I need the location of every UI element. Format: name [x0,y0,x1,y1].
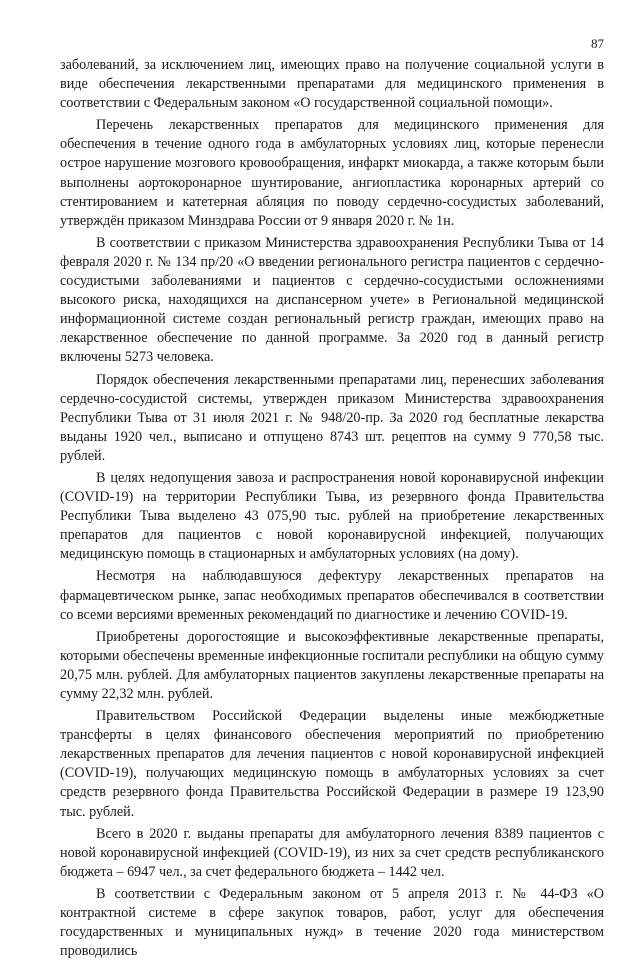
paragraph-9: Всего в 2020 г. выданы препараты для амбулаторного лечения 8389 пациентов с новой коронавирусной инфекцией (COVID-19), из них за счет средств республиканского бюджета – 6947 чел., за счет федерального бюджета – 1442 чел. [60,825,604,880]
paragraph-1: заболеваний, за исключением лиц, имеющих право на получение социальной услуги в виде обеспечения лекарственными препаратами для медицинского применения в соответствии с Федеральным законом «О государственной социальной помощи». [60,57,604,112]
paragraph-2: Перечень лекарственных препаратов для медицинского применения для обеспечения в течение одного года в амбулаторных условиях лиц, которые перенесли острое нарушение мозгового кровообращения, инфаркт миокарда, а также которым были выполнены аортокоронарное шунтирование, ангиопластика коронарных артерий со стентированием и катетерная абляция по поводу сердечно-сосудистых заболеваний, утверждён приказом Минздрава России от 9 января 2020 г. № 1н. [60,117,604,229]
paragraph-8: Правительством Российской Федерации выделены иные межбюджетные трансферты в целях финансового обеспечения мероприятий по приобретению лекарственных препаратов для лечения пациентов с новой коронавирусной инфекцией (COVID-19), получающих медицинскую помощь в амбулаторных условиях за счет средств резервного фонда Правительства Российской Федерации в размере 19 123,90 тыс. рублей. [60,708,604,820]
paragraph-6: Несмотря на наблюдавшуюся дефектуру лекарственных препаратов на фармацевтическом рынке, запас необходимых препаратов обеспечивался в соответствии со всеми версиями временных рекомендаций по диагностике и лечению COVID-19. [60,568,604,623]
paragraph-10: В соответствии с Федеральным законом от 5 апреля 2013 г. № 44-ФЗ «О контрактной системе в сфере закупок товаров, работ, услуг для обеспечения государственных и муниципальных нужд» в течение 2020 года министерством проводились [60,885,604,960]
paragraph-5: В целях недопущения завоза и распространения новой коронавирусной инфекции (COVID-19) на территории Республики Тыва, из резервного фонда Правительства Республики Тыва выделено 43 075,90 тыс. рублей на приобретение лекарственных препаратов для пациентов с новой коронавирусной инфекцией, получающих медицинскую помощь в стационарных и амбулаторных условиях (на дому). [60,469,604,563]
paragraph-3: В соответствии с приказом Министерства здравоохранения Республики Тыва от 14 февраля 2020 г. № 134 пр/20 «О введении регионального регистра пациентов с сердечно-сосудистыми заболеваниями и пациентов с сердечно-сосудистыми осложнениями высокого риска, находящихся на диспансерном учете» в Региональной медицинской информационной системе создан региональный регистр граждан, имеющих право на лекарственное обеспечение по данной программе. За 2020 год в данный регистр включены 5273 человека. [60,234,604,366]
paragraph-7: Приобретены дорогостоящие и высокоэффективные лекарственные препараты, которыми обеспечены временные инфекционные госпитали республики на общую сумму 20,75 млн. рублей. Для амбулаторных пациентов закуплены лекарственные препараты на сумму 22,32 млн. рублей. [60,628,604,702]
page-number: 87 [591,36,604,51]
document-body [60,56,604,964]
paragraph-4: Порядок обеспечения лекарственными препаратами лиц, перенесших заболевания сердечно-сосудистой системы, утвержден приказом Министерства здравоохранения Республики Тыва от 31 июля 2021 г. № 948/20-пр. За 2020 год бесплатные лекарства выданы 1920 чел., выписано и отпущено 8743 шт. рецептов на сумму 9 770,58 тыс. рублей. [60,371,604,464]
